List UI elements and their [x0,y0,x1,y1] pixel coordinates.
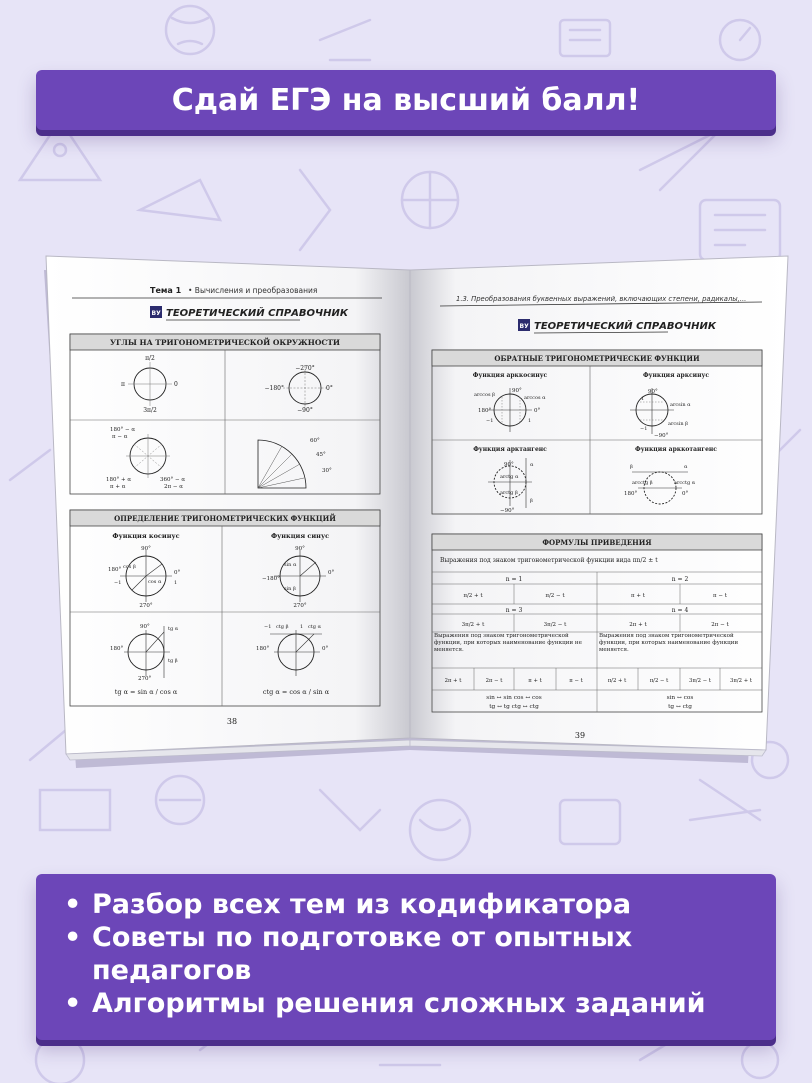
reduction-intro: Выражения под знаком тригонометрической функции вида πn/2 ± t [440,557,658,564]
cos-90: 90° [141,546,151,552]
sin-90: 90° [295,546,305,552]
c2-right: 0° [326,385,333,392]
note-left: Выражения под знаком тригонометрической функции, при которых наименование функции не меняется. [434,633,582,653]
right-logo: ВУ [519,323,529,330]
r2-d: 2π − t [711,622,729,628]
bullet-item [64,888,776,921]
bullet-text: Советы по подготовке от опытных педагогов [92,922,633,986]
bullet-dot: • [64,922,82,953]
arccos-head: Функция арккосинус [472,372,548,379]
left-logo: ВУ [151,310,161,317]
left-header-sub: • Вычисления и преобразования [188,286,318,295]
arctg-beta: β [530,498,533,504]
ctg-1: 1 [300,624,304,630]
cos-180: 180° [108,567,122,573]
arccos-m1: −1 [486,418,494,424]
arccos-0: 0° [534,408,541,414]
ctg-beta-label: ctg β [276,624,289,630]
r2-b: 3π/2 − t [543,622,567,628]
note-right: Выражения под знаком тригонометрической функции, при которых наименование функции меняется. [599,633,739,653]
r3-c: π + t [528,678,542,684]
bullet-text: Разбор всех тем из кодификатора [92,889,632,920]
arctg-alpha-label: arctg α [500,474,519,480]
bottom-banner [36,874,776,1040]
right-header: 1.3. Преобразования буквенных выражений, включающих степени, радикалы,... [456,295,747,303]
cos-m1: −1 [114,580,122,586]
arctg-90: 90° [504,462,514,468]
r3-h: 3π/2 + t [730,678,752,684]
tg-beta: tg β [168,658,178,664]
arccos-beta-label: arccos β [474,392,496,398]
n1: n = 1 [505,576,523,583]
sin-m180: −180° [262,576,280,582]
c3-br: 360° − α [160,477,186,483]
c3-br2: 2π − α [164,484,183,490]
arcctg-alpha-label: arcctg α [674,480,696,486]
bullet-text: Алгоритмы решения сложных заданий [92,988,706,1019]
tg-90: 90° [140,624,150,630]
c1-right: 0 [174,381,178,388]
arcctg-beta-label: arcctg β [632,480,653,486]
arcsin-head: Функция арксинус [642,372,710,379]
tg-180: 180° [110,646,124,652]
c4-c: 30° [322,468,332,474]
sin-0: 0° [328,570,335,576]
ctg-180: 180° [256,646,270,652]
arccos-180: 180° [478,408,492,414]
c3-bl2: π + α [110,484,126,490]
sin-alpha: sin α [284,562,297,568]
r1-a: π/2 + t [463,593,483,599]
arccos-alpha-label: arccos α [524,395,546,401]
c1-top: π/2 [145,355,155,362]
sin-head: Функция синус [270,532,330,540]
bullet-item [64,921,776,987]
ctg-0: 0° [322,646,329,652]
arctg-head: Функция арктангенс [473,446,547,453]
c3-bl: 180° + α [106,477,132,483]
ctg-m1: −1 [264,624,272,630]
left-section-title: ТЕОРЕТИЧЕСКИЙ СПРАВОЧНИК [166,308,349,319]
c3-tl2: π − α [112,434,128,440]
r3-d: π − t [569,678,583,684]
arctg-m90: −90° [500,508,515,514]
cos-1: 1 [174,580,178,586]
cos-head: Функция косинус [112,532,180,540]
r1-d: π − t [713,593,727,599]
right-box1-title: ОБРАТНЫЕ ТРИГОНОМЕТРИЧЕСКИЕ ФУНКЦИИ [494,354,700,363]
r3-g: 3π/2 − t [689,678,711,684]
r3-a: 2π + t [444,678,462,684]
sin-beta: sin β [284,586,296,592]
arcsin-m1: −1 [640,426,648,432]
arcctg-180: 180° [624,491,638,497]
arcctg-0: 0° [682,491,689,497]
n3: n = 3 [505,607,523,614]
ctg-alpha-label: ctg α [308,624,321,630]
right-section-title: ТЕОРЕТИЧЕСКИЙ СПРАВОЧНИК [534,321,717,332]
c2-top: −270° [295,365,315,372]
arcsin-1: 1 [641,396,645,402]
arctg-beta-label: arctg β [500,490,518,496]
cos-270: 270° [139,603,153,609]
bullet-dot: • [64,889,82,920]
bullet-item [64,987,776,1020]
n4: n = 4 [671,607,689,614]
c1-bottom: 3π/2 [143,407,157,414]
tg-270: 270° [138,676,152,682]
c2-left: −180° [264,385,284,392]
arcsin-beta-label: arcsin β [668,421,689,427]
left-page-number: 38 [226,717,238,726]
top-banner-title: Сдай ЕГЭ на высший балл! [171,82,641,118]
c3-tl: 180° − α [110,427,136,433]
right-box2-title: ФОРМУЛЫ ПРИВЕДЕНИЯ [542,538,652,547]
c1-left: π [121,381,125,388]
arccos-1: 1 [528,418,532,424]
arccos-90: 90° [512,388,522,394]
c2-bottom: −90° [297,407,313,414]
r3-b: 2π − t [485,678,503,684]
tg-formula: tg α = sin α / cos α [114,688,178,696]
left-box1-title: УГЛЫ НА ТРИГОНОМЕТРИЧЕСКОЙ ОКРУЖНОСТИ [109,338,341,347]
arcsin-alpha-label: arcsin α [670,402,691,408]
right-page-number: 39 [574,731,586,740]
c4-b: 45° [316,452,326,458]
sin-270: 270° [293,603,307,609]
left-page [46,256,410,754]
arcsin-m90: −90° [654,433,669,439]
cos-0: 0° [174,570,181,576]
r2-a: 3π/2 + t [461,622,485,628]
n2: n = 2 [671,576,689,583]
r3-e: π/2 + t [607,678,627,684]
left-box2-title: ОПРЕДЕЛЕНИЕ ТРИГОНОМЕТРИЧЕСКИХ ФУНКЦИЙ [114,514,336,523]
cos-alpha: cos α [148,579,162,585]
swap-right: sin ↔ cos [666,695,694,701]
left-header-topic: Тема 1 [150,286,182,295]
arcctg-alpha: α [684,464,688,470]
cos-beta: cos β [123,564,136,570]
r3-f: π/2 − t [649,678,669,684]
arcctg-beta: β [630,464,633,470]
arcsin-90: 90° [648,389,658,395]
same-left2: tg ↔ tg ctg ↔ ctg [489,704,539,710]
arcctg-head: Функция арккотангенс [635,446,717,453]
r2-c: 2π + t [629,622,647,628]
arctg-alpha: α [530,462,534,468]
same-left: sin ↔ sin cos ↔ cos [486,695,542,701]
ctg-formula: ctg α = cos α / sin α [262,688,330,696]
tg-alpha-label: tg α [168,626,179,632]
r1-b: π/2 − t [545,593,565,599]
swap-right2: tg ↔ ctg [668,704,692,710]
bullet-dot: • [64,988,82,1019]
c4-a: 60° [310,438,320,444]
r1-c: π + t [631,593,645,599]
